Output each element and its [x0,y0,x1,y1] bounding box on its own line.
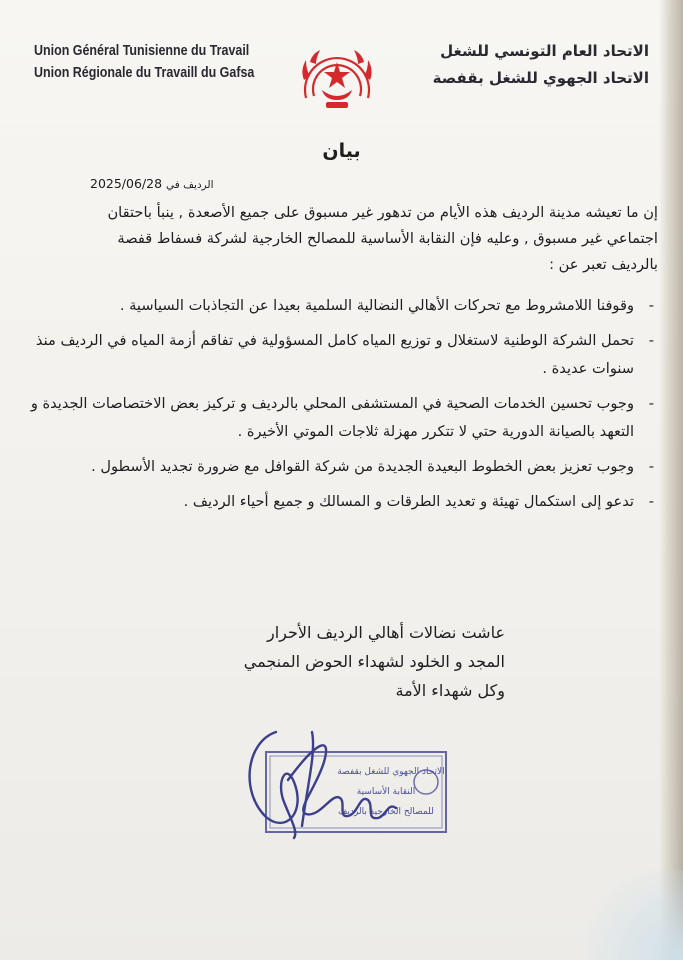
stamp-signature-block [236,722,466,842]
header-fr-line2: Union Régionale du Travaill du Gafsa [34,65,255,81]
date-label: الرديف في [166,179,214,191]
document-title: بيان [322,140,361,162]
list-item: - وقوفنا اللامشروط مع تحركات الأهالي النضالية السلمية بعيدا عن التجاذبات السياسية . [119,297,654,314]
header-ar-line1: الاتحاد العام التونسي للشغل [440,42,649,60]
closing-slogans [185,618,505,705]
corner-tint [563,870,683,960]
header-arabic [419,38,649,92]
date-value: 2025/06/28 [90,176,163,191]
list-item-text: تحمل الشركة الوطنية لاستغلال و توزيع المياه كامل المسؤولية في تفاقم أزمة المياه في الرديف منذ سنوات عديدة . [35,332,634,377]
statement-body [30,200,658,523]
demands-list [30,292,658,516]
handwritten-signature-icon [250,732,396,838]
list-item-text: وجوب تحسين الخدمات الصحية في المستشفى المحلي بالرديف و تركيز بعض الاختصاصات الجديدة و التعهد بالصيانة الدورية حتي لا تتكرر مهزلة ثلاجات الموتي الأخيرة . [30,395,634,440]
closing-line: المجد و الخلود لشهداء الحوض المنجمي [243,652,505,671]
list-item: - تدعو إلى استكمال تهيئة و تعديد الطرقات و المسالك و جميع أحياء الرديف . [183,493,654,510]
header-fr-line1: Union Général Tunisienne du Travail [34,43,250,59]
stamp-line: النقابة الأساسية [356,787,416,797]
stamp-line: للمصالح الخارجية بالرديف [338,807,434,817]
intro-line: بالرديف تعبر عن : [549,256,658,273]
closing-line: وكل شهداء الأمة [395,681,505,700]
header-ar-line2: الاتحاد الجهوي للشغل بقفصة [432,69,649,87]
dateline [90,176,260,191]
header-french [34,40,255,84]
list-item: - وجوب تعزيز بعض الخطوط البعيدة الجديدة من شركة القوافل مع ضرورة تجديد الأسطول . [91,458,654,475]
list-item: - تحمل الشركة الوطنية لاستغلال و توزيع المياه كامل المسؤولية في تفاقم أزمة المياه في الرديف منذ سنوات عديدة . [35,332,654,377]
list-item: - وجوب تحسين الخدمات الصحية في المستشفى المحلي بالرديف و تركيز بعض الاختصاصات الجديدة و التعهد بالصيانة الدورية حتي لا تتكرر مهزلة ثلاجات الموتي الأخيرة . [30,395,654,440]
intro-line: اجتماعي غير مسبوق , وعليه فإن النقابة الأساسية للمصالح الخارجية لشركة فسفاط قفصة [117,230,658,247]
stamp-line: الاتحاد الجهوي للشغل بقفصة [337,767,445,777]
list-item-text: وجوب تعزيز بعض الخطوط البعيدة الجديدة من شركة القوافل مع ضرورة تجديد الأسطول . [91,458,634,475]
official-stamp-icon [266,752,446,832]
list-item-text: وقوفنا اللامشروط مع تحركات الأهالي النضالية السلمية بعيدا عن التجاذبات السياسية . [119,297,634,314]
intro-line: إن ما تعيشه مدينة الرديف هذه الأيام من تدهور غير مسبوق على جميع الأصعدة , ينبأ باحتقان [107,204,658,221]
list-item-text: تدعو إلى استكمال تهيئة و تعديد الطرقات و المسالك و جميع أحياء الرديف . [183,493,634,510]
ugtt-logo-icon [292,40,382,116]
intro-paragraph [30,200,658,278]
closing-line: عاشت نضالات أهالي الرديف الأحرار [267,623,505,642]
